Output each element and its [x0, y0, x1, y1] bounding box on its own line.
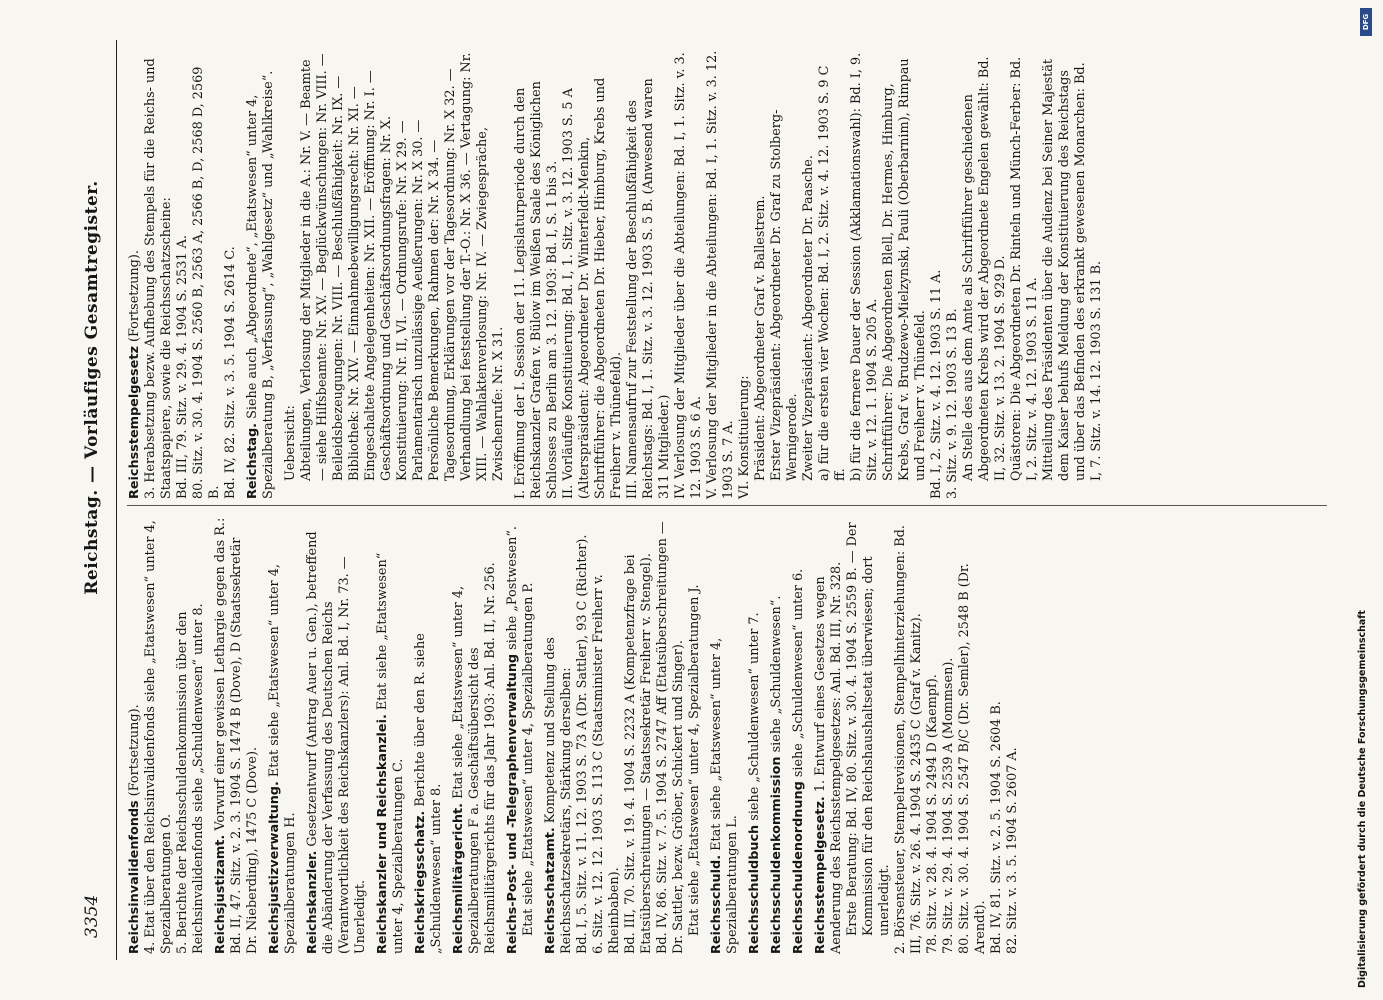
- running-title: Reichstag. — Vorläufiges Gesamtregister.: [82, 180, 102, 595]
- entry-line: Abteilungen, Verlosung der Mitglieder in die A.: Nr. V. — Beamte — siehe Hilfsbeamte: Nr. XV. — Beglückwünschungen: Nr. VIII. — Beileidsbezeugungen: Nr. VIII. — Beschlußfähigkeit: Nr. IX. — Bibliothek: Nr. XIV. — Einnahmebewilligungsrecht: Nr. XI. — Eingeschaltete Angelegenheiten: Nr. XII. — Eröffnung: Nr. I. — Geschäftsordnung und Geschäftsordnungsfragen: Nr. X.: [299, 49, 394, 481]
- entry-line: Bd. I, 2. Sitz. v. 4. 12. 1903 S. 11 A.: [929, 269, 944, 499]
- entry-lemma: Reichstag.: [245, 422, 260, 499]
- entry-lemma: Reichs-Post- und -Telegraphenverwaltung: [505, 653, 520, 954]
- index-entry: [747, 516, 763, 954]
- page-header: [82, 40, 117, 960]
- entry-lemma: Reichsjustizverwaltung.: [267, 781, 282, 954]
- entry-lemma: Reichsschuldenkommission: [769, 756, 784, 954]
- index-entry: [413, 516, 445, 954]
- entry-lemma: Reichsschatzamt.: [543, 827, 558, 954]
- entry-line: Mitteilung des Präsidenten über die Audienz bei Seiner Majestät dem Kaiser behufs Meldung der Konstituierung des Reichstags und über das Befinden des erkrankt gewesenen Monarchen: Bd. I, 7. Sitz. v. 14. 12. 1903 S. 131 B.: [1041, 54, 1104, 481]
- entry-lemma: Reichsschuld.: [709, 854, 724, 954]
- dfg-logo: DFG: [1360, 8, 1372, 36]
- entry-first-line: [791, 516, 807, 954]
- entry-line: II. Vorläufige Konstituierung: Bd. I, 1. Sitz. v. 3. 12. 1903 S. 5 A (Alterspräsident: Abgeordneter Dr. Winterfeldt-Menkin, Schriftführer: die Abgeordneten Dr. Hieber, Himburg, Krebs und Freiherr v. Thünefeld).: [561, 73, 624, 499]
- entry-line: Erste Beratung: Bd. IV, 80. Sitz. v. 30. 4. 1904 S. 2559 B. — Der Kommission für den Reichshaushaltsetat überwiesen; dort unerledigt.: [845, 518, 892, 936]
- entry-first-line: [413, 516, 445, 954]
- index-entry: [813, 516, 1021, 954]
- entry-line: 80. Sitz. v. 30. 4. 1904 S. 2560 B, 2563 A, 2566 B, D, 2568 D, 2569 B.: [191, 62, 222, 499]
- index-entry: [305, 516, 369, 954]
- index-entry: [513, 46, 1105, 499]
- entry-line: Etat siehe „Etatswesen“ unter 4, Spezialberatungen P.: [521, 582, 536, 936]
- entry-text: (Fortsetzung).: [127, 250, 142, 342]
- left-column: [127, 505, 1327, 960]
- entry-text: Etat siehe „Etatswesen“ unter 4, Spezialberatungen H.: [267, 559, 298, 954]
- entry-lemma: Reichsschuldbuch: [747, 824, 762, 954]
- digitization-credit: Digitalisierung gefördert durch die Deutsche Forschungsgemeinschaft: [1357, 610, 1368, 988]
- right-column: [127, 40, 1327, 505]
- entry-first-line: [127, 516, 143, 954]
- index-entry: [127, 516, 207, 954]
- entry-text: siehe „Schuldenwesen“.: [769, 595, 784, 753]
- entry-lemma: Reichsjustizamt.: [213, 834, 228, 954]
- entry-first-line: [305, 516, 369, 954]
- entry-line: 5. Berichte der Reichsschuldenkommission über den Reichsinvalidenfonds siehe „Schuldenwesen“ unter 8.: [175, 603, 206, 954]
- entry-lemma: Reichskanzler und Reichskanzlei.: [375, 714, 390, 954]
- entry-line: Bd. III, 79. Sitz. v. 29. 4. 1904 S. 2531 A.: [175, 235, 190, 499]
- entry-lemma: Reichsstempelgesetz.: [813, 796, 828, 954]
- entry-line: VI. Konstituierung:: [737, 375, 752, 499]
- entry-lemma: Reichsschuldenordnung: [791, 781, 806, 954]
- entry-line: 3. Herabsetzung bezw. Aufhebung des Stempels für die Reichs- und Staatspapiere, sowie die Reichsschatzscheine:: [143, 54, 174, 499]
- entry-line: Konstituierung: Nr. II, VI. — Ordnungsrufe: Nr. X 29. — Parlamentarisch unzulässige Aeußerungen: Nr. X 30. — Persönliche Bemerkungen, Rahmen der: Nr. X 34. — Tagesordnung, Erklärungen vor der Tagesordnung: Nr. X 32. — Verhandlung bei feststellung der T.-O.: Nr. X 36. — Vertagung: Nr. XIII. — Wahlaktenverlosung: Nr. IV. — Zwiegespräche, Zwischenrufe: Nr. X 31.: [395, 48, 506, 481]
- entry-line: 2. Börsensteuer, Stempelrevisionen, Stempelhinterziehungen: Bd. III, 76. Sitz. v. 26. 4. 1904 S. 2435 C (Graf v. Kanitz).: [893, 520, 924, 954]
- entry-first-line: [451, 516, 499, 954]
- entry-text: siehe „Schuldenwesen“ unter 7.: [747, 612, 762, 821]
- entry-line: 79. Sitz. v. 29. 4. 1904 S. 2539 A (Mommsen).: [941, 657, 956, 954]
- entry-first-line: [769, 516, 785, 954]
- entry-text: 1. Entwurf eines Gesetzes wegen Aenderung des Reichsstempelgesetzes: Anl. Bd. III, Nr. 328.: [813, 561, 844, 954]
- entry-line: 4. Etat über den Reichsinvalidenfonds siehe „Etatswesen“ unter 4, Spezialberatungen O.: [143, 516, 174, 954]
- entry-first-line: [813, 516, 845, 954]
- entry-line: Schriftführer: Die Abgeordneten Blell, Dr. Hermes, Himburg, Krebs, Graf v. Brudzewo-Mielzynski, Pauli (Oberbarnim), Rimpau und Freiherr v. Thünefeld.: [881, 54, 928, 481]
- entry-first-line: [127, 50, 143, 499]
- entry-line: 6. Sitz. v. 12. 12. 1903 S. 113 C (Staatsminister Freiherr v. Rheinbaben).: [591, 570, 622, 954]
- entry-line: III. Namensaufruf zur Feststellung der Beschlußfähigkeit des Reichstags: Bd. I, 1. Sitz. v. 3. 12. 1903 S. 5 B. (Anwesend waren 311 Mitglieder.): [625, 74, 672, 499]
- page-number: 3354: [82, 894, 102, 938]
- entry-line: V. Verlosung der Mitglieder in die Abteilungen: Bd. I, 1. Sitz. v. 3. 12. 1903 S. 7 A.: [705, 46, 736, 499]
- entry-line: Präsident: Abgeordneter Graf v. Ballestrem.: [753, 195, 768, 481]
- entry-text: Vorwurf einer gewissen Lethargie gegen das R.: Bd. II, 47. Sitz. v. 2. 3. 1904 S. 1474 B (Dove), D (Staatssekretär Dr. Nieberding), 1475 C (Dove).: [213, 513, 260, 954]
- entry-text: (Fortsetzung).: [127, 704, 142, 797]
- index-entry: [245, 50, 277, 499]
- entry-line: 80. Sitz. v. 30. 4. 1904 S. 2547 B/C (Dr. Semler), 2548 B (Dr. Arendt).: [957, 559, 988, 954]
- entry-line: I. Eröffnung der I. Session der 11. Legislaturperiode durch den Reichskanzler Grafen v. Bülow im Weißen Saale des Königlichen Schlosses zu Berlin am 3. 12. 1903: Bd. I, S. 1 bis 3.: [513, 77, 560, 499]
- entry-first-line: [505, 516, 521, 954]
- entry-first-line: [267, 516, 299, 954]
- entry-first-line: [543, 516, 575, 954]
- index-entry: [127, 50, 239, 499]
- entry-lemma: Reichskanzler.: [305, 850, 320, 954]
- entry-text: Etat siehe „Etatswesen“ unter 4, Spezialberatungen F a. Geschäftsübersicht des Reichsmilitärgerichts für das Jahr 1903: Anl. Bd. II, Nr. 256.: [451, 562, 498, 954]
- rotated-page-content: [82, 40, 1332, 960]
- entry-line: 78. Sitz. v. 28. 4. 1904 S. 2494 D (Kaempf).: [925, 674, 940, 954]
- entry-text: siehe „Postwesen“.: [505, 526, 520, 650]
- entry-line: Bd. I, 5. Sitz. v. 11. 12. 1903 S. 73 A (Dr. Sattler), 93 C (Richter).: [575, 534, 590, 954]
- entry-first-line: [245, 50, 277, 499]
- entry-line: Etat siehe „Etatswesen“ unter 4, Spezialberatungen J.: [687, 584, 702, 936]
- entry-first-line: [375, 516, 407, 954]
- two-column-body: [117, 40, 1327, 960]
- entry-line: Bd. IV, 82. Sitz. v. 3. 5. 1904 S. 2614 C.: [223, 246, 238, 499]
- entry-text: Etat siehe „Etatswesen“ unter 4, Spezialberatungen C.: [375, 548, 406, 954]
- entry-lemma: Reichsinvalidenfonds: [127, 800, 142, 954]
- index-entry: [769, 516, 785, 954]
- entry-line: Bd. IV, 81. Sitz. v. 2. 5. 1904 S. 2604 B.: [989, 701, 1004, 954]
- index-entry: [283, 50, 507, 499]
- entry-lemma: Reichskriegsschatz.: [413, 810, 428, 954]
- entry-first-line: [709, 516, 741, 954]
- entry-text: Etat siehe „Etatswesen“ unter 4, Spezialberatungen L.: [709, 633, 740, 954]
- index-entry: [543, 516, 703, 954]
- entry-line: Uebersicht:: [283, 405, 298, 481]
- entry-line: b) für die fernere Dauer der Session (Akklamationswahl): Bd. I, 9. Sitz. v. 12. 1. 1904 S. 205 A.: [849, 48, 880, 481]
- index-entry: [267, 516, 299, 954]
- entry-lemma: Reichsmilitärgericht.: [451, 802, 466, 954]
- index-entry: [709, 516, 741, 954]
- entry-line: Bd. III, 70. Sitz. v. 19. 4. 1904 S. 2232 A (Kompetenzfrage bei Etatsüberschreitungen — Staatssekretär Freiherr v. Stengel).: [623, 550, 654, 954]
- entry-line: a) für die ersten vier Wochen: Bd. I, 2. Sitz. v. 4. 12. 1903 S. 9 C ff.: [817, 61, 848, 481]
- index-entry: [505, 516, 537, 954]
- entry-line: Quästoren: Die Abgeordneten Dr. Rinteln und Münch-Ferber: Bd. I, 2. Sitz. v. 4. 12. 1903 S. 11 A.: [1009, 52, 1040, 481]
- entry-text: Gesetzentwurf (Antrag Auer u. Gen.), betreffend die Abänderung der Verfassung des Deutschen Reichs (Verantwortlichkeit des Reichskanzlers): Anl. Bd. I, Nr. 73. — Unerledigt.: [305, 527, 368, 954]
- entry-line: IV. Verlosung der Mitglieder über die Abteilungen: Bd. I, 1. Sitz. v. 3. 12. 1903 S. 6 A.: [673, 48, 704, 499]
- entry-line: 82. Sitz. v. 3. 5. 1904 S. 2607 A.: [1005, 747, 1020, 954]
- entry-first-line: [747, 516, 763, 954]
- index-entry: [213, 513, 261, 954]
- entry-text: siehe „Schuldenwesen“ unter 6.: [791, 568, 806, 778]
- index-entry: [375, 516, 407, 954]
- entry-line: An Stelle des aus dem Amte als Schriftführer geschiedenen Abgeordneten Krebs wird der Abgeordnete Engelen gewählt: Bd. II, 32. Sitz. v. 13. 2. 1904 S. 929 D.: [961, 52, 1008, 481]
- entry-line: Erster Vizepräsident: Abgeordneter Dr. Graf zu Stolberg-Wernigerode.: [769, 109, 800, 481]
- entry-line: Zweiter Vizepräsident: Abgeordneter Dr. Paasche.: [801, 155, 816, 481]
- index-entry: [791, 516, 807, 954]
- entry-first-line: [213, 513, 261, 954]
- index-entry: [451, 516, 499, 954]
- entry-text: Siehe auch „Abgeordnete“, „Etatswesen“ unter 4, Spezialberatung B, „Verfassung“, „Wahlgesetz“ und „Wahlkreise“.: [245, 70, 276, 499]
- entry-lemma: Reichsstempelgesetz: [127, 346, 142, 499]
- entry-line: Bd. IV, 86. Sitz. v. 7. 5. 1904 S. 2747 Aff (Etatsüberschreitungen — Dr. Sattler, bezw. Gröber, Schickert und Singer).: [655, 517, 686, 954]
- entry-text: Berichte über den R. siehe „Schuldenwesen“ unter 8.: [413, 629, 444, 954]
- entry-text: Kompetenz und Stellung des Reichsschatzsekretärs, Stärkung derselben:: [543, 633, 574, 954]
- entry-line: 3. Sitz. v. 9. 12. 1903 S. 13 B.: [945, 308, 960, 499]
